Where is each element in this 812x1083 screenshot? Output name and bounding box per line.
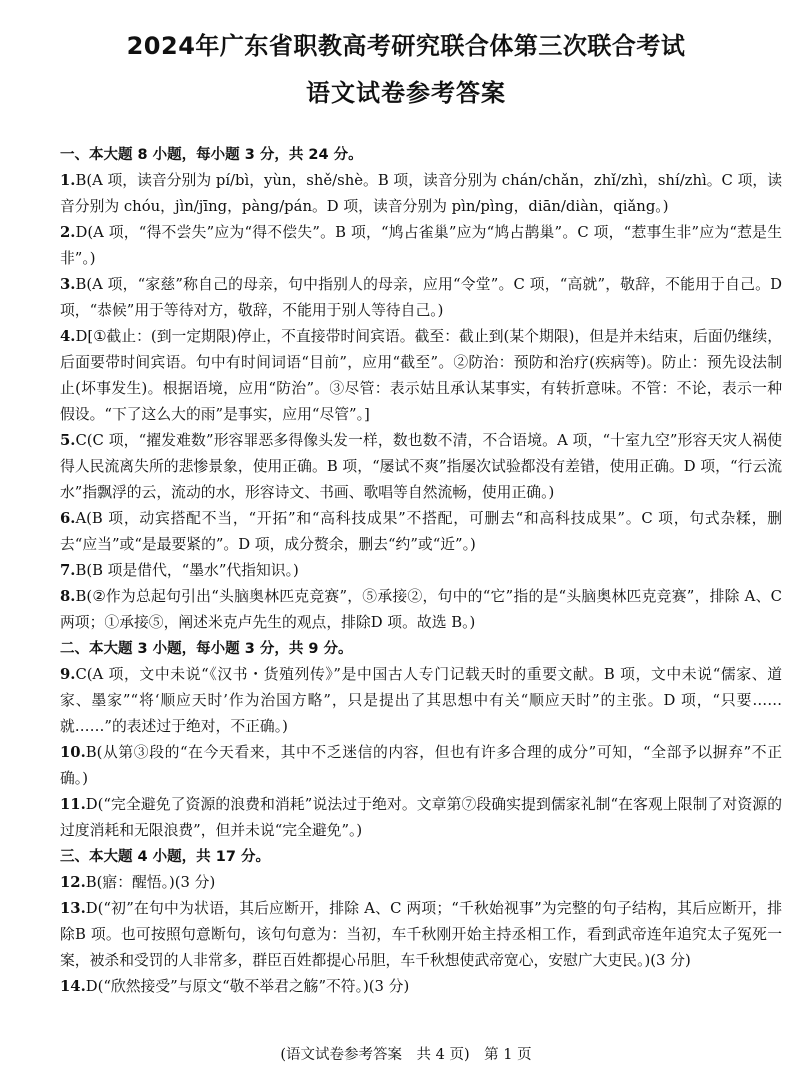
item-number: 11. [60,796,86,813]
item-number: 6. [60,510,76,527]
page-subtitle: 语文试卷参考答案 [306,79,506,107]
item-text: A(B 项，动宾搭配不当，“开拓”和“高科技成果”不搭配，可删去“和高科技成果”。C 项，句式杂糅，删去“应当”或“是最要紧的”。D 项，成分赘余，删去“约”或“近”。) [60,510,782,553]
item-text: D(A 项，“得不尝失”应为“得不偿失”。B 项，“鸠占雀巢”应为“鸠占鹊巢”。C 项，“惹事生非”应为“惹是生非”。) [60,224,782,267]
item-number: 3. [60,276,76,293]
item-text: D(“欣然接受”与原文“敬不举君之觞”不符。)(3 分) [85,978,410,995]
answer-item [60,272,782,324]
answer-item [60,792,782,844]
item-text: B(A 项，“家慈”称自己的母亲，句中指别人的母亲，应用“令堂”。C 项，“高就”，敬辞，不能用于自己。D 项，“恭候”用于等待对方，敬辞，不能用于别人等待自己。) [60,276,782,319]
item-number: 13. [60,900,86,917]
item-text: B(寤：醒悟。)(3 分) [85,874,216,891]
answer-item [60,740,782,792]
answer-item [60,506,782,558]
answer-item [60,168,782,220]
answer-item [60,324,782,428]
answer-item [60,558,782,584]
page-footer: (语文试卷参考答案 共 4 页) 第 1 页 [280,1047,532,1063]
item-number: 12. [60,874,86,891]
item-number: 14. [60,978,86,995]
item-text: D(“初”在句中为状语，其后应断开，排除 A、C 两项；“千秋始视事”为完整的句子结构，其后应断开，排除B 项。也可按照句意断句，该句句意为：当初，车千秋刚开始主持丞相工作，看到武帝连年追究太子冤死一案，被杀和受罚的人非常多，群臣百姓都提心吊胆，车千秋想使武帝宽心，安慰广大吏民。)(3 分) [60,900,782,969]
answer-item [60,584,782,636]
item-number: 1. [60,172,76,189]
answer-item [60,220,782,272]
item-number: 7. [60,562,76,579]
item-number: 9. [60,666,76,683]
item-number: 10. [60,744,86,761]
item-text: C(A 项，文中未说“《汉书・货殖列传》”是中国古人专门记载天时的重要文献。B 项，文中未说“儒家、道家、墨家”“将‘顺应天时’作为治国方略”，只是提出了其思想中有关“顺应天时”的主张。D 项，“只要……就……”的表述过于绝对，不正确。) [60,666,782,735]
answer-item [60,870,782,896]
answer-item [60,428,782,506]
item-text: B(②作为总起句引出“头脑奥林匹克竞赛”，⑤承接②，句中的“它”指的是“头脑奥林匹克竞赛”，排除 A、C 两项；①承接⑤，阐述米克卢先生的观点，排除D 项。故选 B。) [60,588,782,631]
section-heading: 三、本大题 4 小题，共 17 分。 [60,849,270,865]
item-text: B(A 项，读音分别为 pí/bì，yùn，shě/shè。B 项，读音分别为 chán/chǎn，zhǐ/zhì，shí/zhì。C 项，读音分别为 chóu，jìn/jīng，pàng/pán。D 项，读音分别为 pìn/pìng，diān/diàn，qiǎng。) [60,172,782,215]
section-heading: 二、本大题 3 小题，每小题 3 分，共 9 分。 [60,641,353,657]
answer-item [60,974,782,1000]
item-text: D(“完全避免了资源的浪费和消耗”说法过于绝对。文章第⑦段确实提到儒家礼制“在客观上限制了对资源的过度消耗和无限浪费”，但并未说“完全避免”。) [60,796,782,839]
answer-item [60,896,782,974]
item-number: 4. [60,328,76,345]
item-number: 5. [60,432,76,449]
answer-body [60,142,782,1000]
page-title: 2024年广东省职教高考研究联合体第三次联合考试 [126,32,686,60]
item-text: B(B 项是借代，“墨水”代指知识。) [75,562,299,579]
answer-item [60,662,782,740]
item-text: D[①截止：(到一定期限)停止，不直接带时间宾语。截至：截止到(某个期限)，但是并未结束，后面仍继续，后面要带时间宾语。句中有时间词语“目前”，应用“截至”。②防治：预防和治疗(疾病等)。防止：预先设法制止(坏事发生)。根据语境，应用“防治”。③尽管：表示姑且承认某事实，有转折意味。不管：不论，表示一种假设。“下了这么大的雨”是事实，应用“尽管”。] [60,328,782,423]
item-text: B(从第③段的“在今天看来，其中不乏迷信的内容，但也有许多合理的成分”可知，“全部予以摒弃”不正确。) [60,744,782,787]
section-heading: 一、本大题 8 小题，每小题 3 分，共 24 分。 [60,147,363,163]
item-number: 2. [60,224,76,241]
item-number: 8. [60,588,76,605]
item-text: C(C 项，“擢发难数”形容罪恶多得像头发一样，数也数不清，不合语境。A 项，“十室九空”形容天灾人祸使得人民流离失所的悲惨景象，使用正确。B 项，“屡试不爽”指屡次试验都没有差错，使用正确。D 项，“行云流水”指飘浮的云，流动的水，形容诗文、书画、歌唱等自然流畅，使用正确。) [60,432,782,501]
